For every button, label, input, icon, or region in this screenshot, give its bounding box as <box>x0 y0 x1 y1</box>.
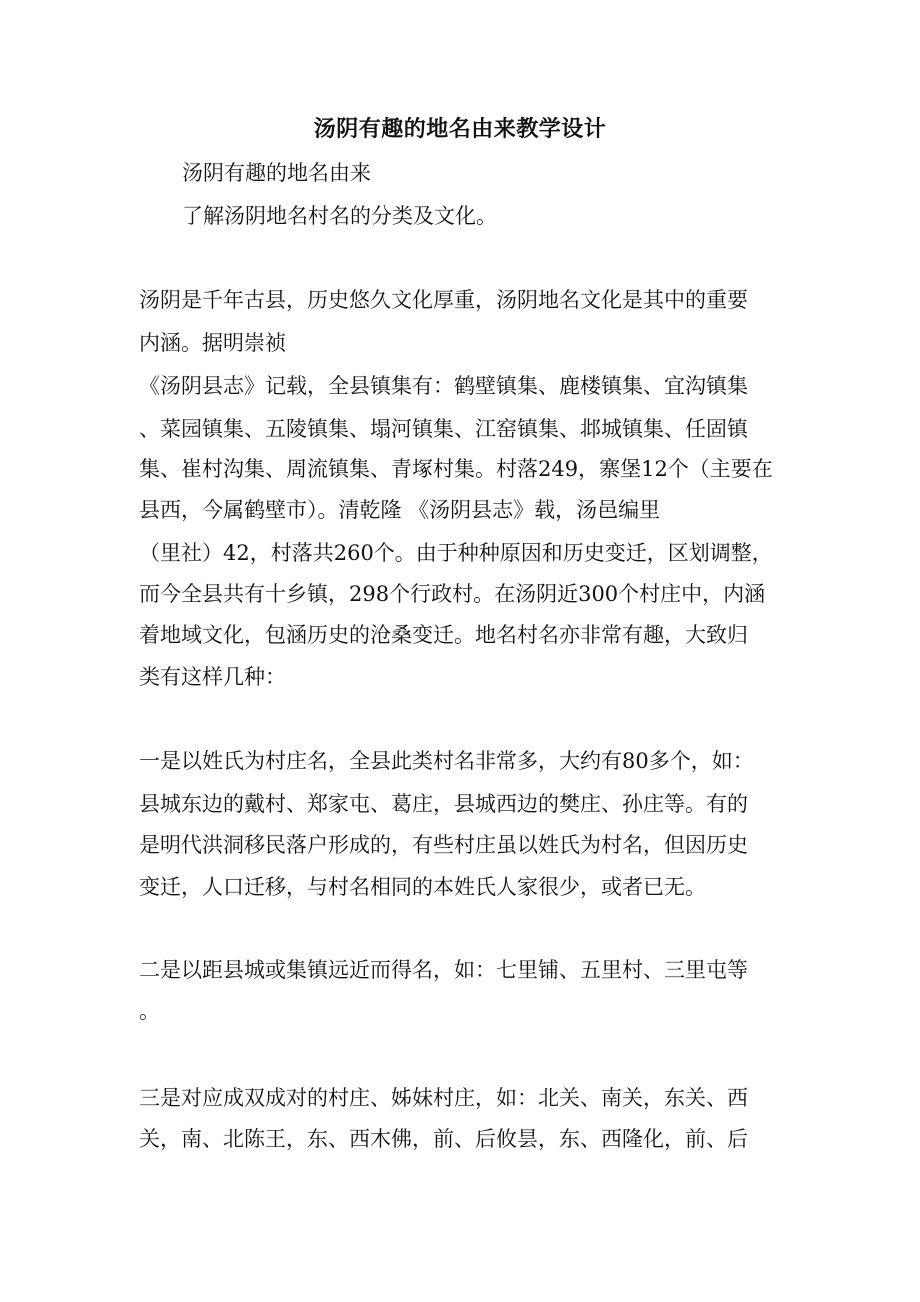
intro-line: 而今全县共有十乡镇，298个行政村。在汤阴近300个村庄中，内涵 <box>139 582 766 606</box>
intro-line: 着地域文化，包涵历史的沧桑变迁。地名村名亦非常有趣，大致归 <box>139 623 748 647</box>
intro-line: 类有这样几种： <box>139 665 286 689</box>
intro-line: 集、崔村沟集、周流镇集、青塚村集。村落249，寨堡12个（主要在 <box>139 457 773 481</box>
category-3-line: 三是对应成双成对的村庄、姊妹村庄，如：北关、南关，东关、西 <box>139 1086 748 1110</box>
intro-line: 《汤阴县志》记载，全县镇集有：鹤壁镇集、鹿楼镇集、宜沟镇集 <box>139 374 748 398</box>
subtitle: 汤阴有趣的地名由来 <box>182 161 371 185</box>
intro-line: 、菜园镇集、五陵镇集、塌河镇集、江窑镇集、邶城镇集、任固镇 <box>139 417 748 441</box>
intro-line: 县西，今属鹤壁市）。清乾隆 《汤阴县志》载，汤邑编里 <box>139 498 661 522</box>
intro-line: （里社）42，村落共260个。由于种种原因和历史变迁，区划调整， <box>139 541 773 565</box>
category-1-line: 一是以姓氏为村庄名，全县此类村名非常多，大约有80多个，如： <box>139 749 754 773</box>
document-title: 汤阴有趣的地名由来教学设计 <box>313 116 607 142</box>
category-1-line: 县城东边的戴村、郑家屯、葛庄，县城西边的樊庄、孙庄等。有的 <box>139 792 748 816</box>
category-1-line: 变迁，人口迁移，与村名相同的本姓氏人家很少，或者已无。 <box>139 875 706 899</box>
objective: 了解汤阴地名村名的分类及文化。 <box>182 204 497 228</box>
category-1-line: 是明代洪洞移民落户形成的，有些村庄虽以姓氏为村名，但因历史 <box>139 833 748 857</box>
category-3-line: 关，南、北陈王，东、西木佛，前、后攸昙，东、西隆化，前、后 <box>139 1127 748 1151</box>
intro-line: 内涵。据明崇祯 <box>139 331 286 355</box>
category-2-line: 。 <box>139 999 160 1023</box>
intro-line: 汤阴是千年古县，历史悠久文化厚重，汤阴地名文化是其中的重要 <box>139 288 748 312</box>
category-2-line: 二是以距县城或集镇远近而得名，如：七里铺、五里村、三里屯等 <box>139 958 748 982</box>
